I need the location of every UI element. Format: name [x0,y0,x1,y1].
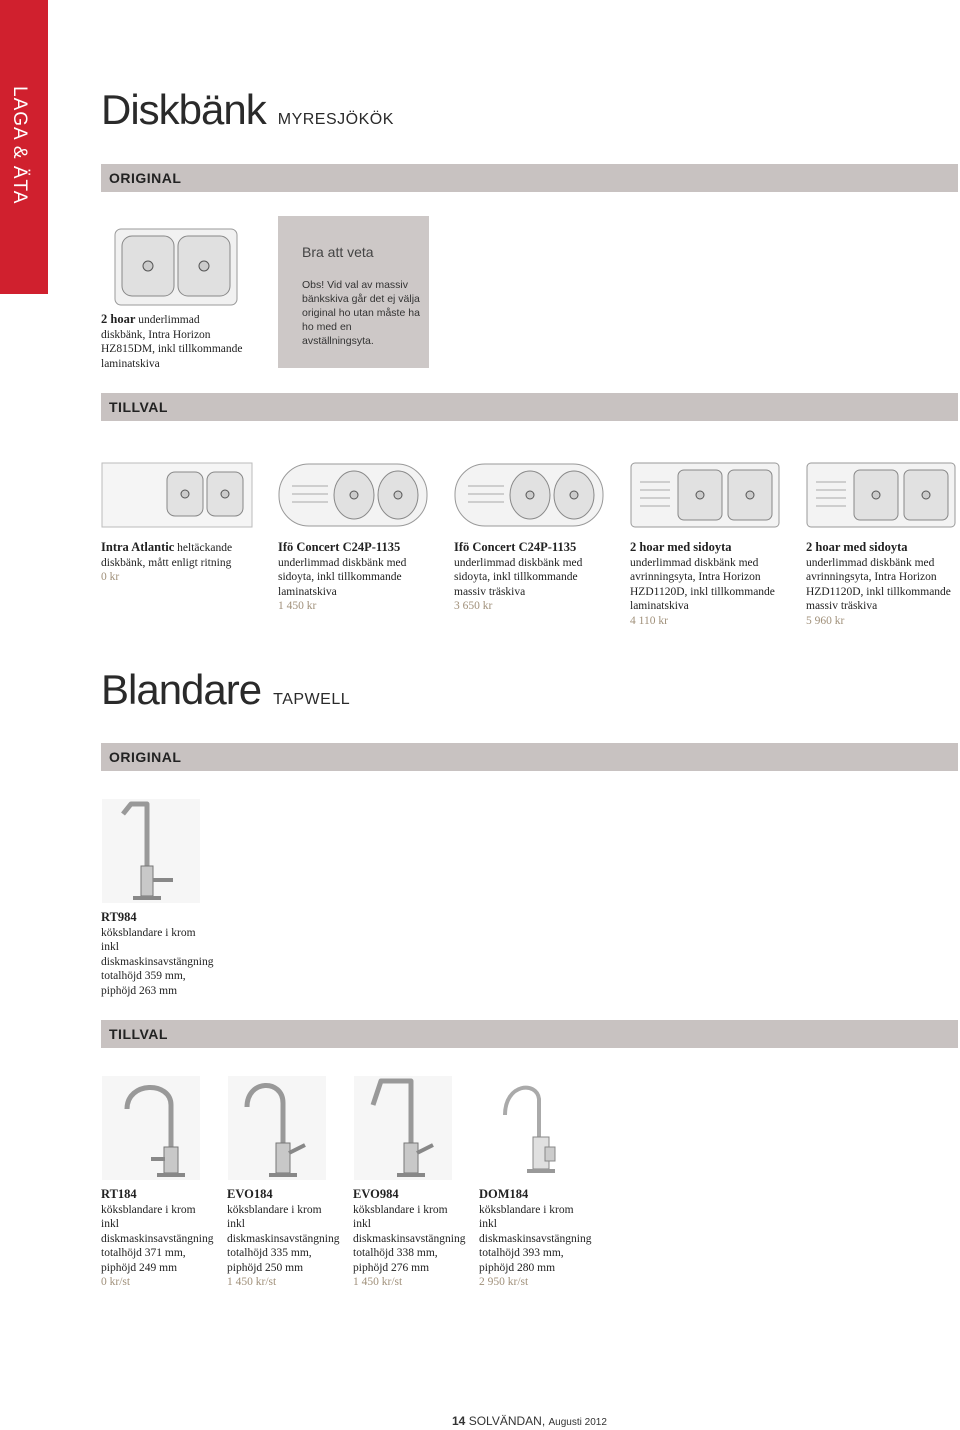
faucet-option-line: köksblandare i krom [101,1203,196,1216]
sink-option-line: avrinningsyta, Intra Horizon [806,571,937,583]
faucet-option-2 [227,1187,349,1290]
faucet-option-name: EVO184 [227,1187,273,1201]
sink-option-price: 1 450 kr [278,600,317,612]
sink-option-line: sidoyta, inkl tillkommande [278,571,402,583]
original-sink-desc-line: laminatskiva [101,357,160,370]
faucet-option-name: DOM184 [479,1187,529,1201]
diskbank-title [101,86,394,134]
faucet-option-line: diskmaskinsavstängning [479,1232,592,1245]
diskbank-tillval-label: TILLVAL [109,399,168,415]
sink-option-line: HZD1120D, inkl tillkommande [806,585,951,598]
sink-option-line: underlimmad diskbänk med [454,556,583,569]
original-sink-name: 2 hoar [101,312,136,326]
faucet-option-line: totalhöjd 371 mm, [101,1247,186,1259]
sink-option-line: laminatskiva [630,600,689,612]
faucet-option-line: inkl [479,1218,497,1230]
faucet-option-name: EVO984 [353,1187,399,1201]
faucet-option-line: köksblandare i krom [227,1203,322,1216]
page-footer [452,1414,607,1428]
page-number: 14 [452,1414,466,1428]
faucet-option-line: köksblandare i krom [353,1203,448,1216]
side-tab [0,0,48,294]
sink-option-price: 4 110 kr [630,614,668,627]
faucet-image-option-1 [101,1075,201,1181]
sink-option-price: 5 960 kr [806,614,845,627]
sink-option-line: laminatskiva [278,585,337,598]
info-text: Obs! Vid val av massiv bänkskiva går det ej välja original ho utan måste ha ho med en avställningsyta. [302,279,420,347]
faucet-option-line: inkl [101,1218,119,1230]
sink-option-5 [806,540,958,628]
faucet-image-option-4 [479,1075,579,1181]
sink-option-3 [454,540,626,614]
faucet-option-line: totalhöjd 338 mm, [353,1247,438,1259]
faucet-option-line: totalhöjd 335 mm, [227,1247,312,1259]
sink-option-line: avrinningsyta, Intra Horizon [630,571,761,583]
original-sink-desc-line: underlimmad [138,314,200,326]
sink-option-name: Intra Atlantic [101,540,175,554]
sink-option-line: sidoyta, inkl tillkommande [454,571,578,583]
sink-image-option-5 [806,462,956,528]
faucet-original-line: köksblandare i krom [101,926,196,939]
original-sink-desc [101,312,271,371]
blandare-tillval-bar [101,1020,958,1048]
sink-option-name: 2 hoar med sidoyta [630,540,732,554]
blandare-tillval-label: TILLVAL [109,1026,168,1042]
faucet-original-line: totalhöjd 359 mm, [101,970,186,982]
blandare-brand: TAPWELL [273,691,351,708]
faucet-option-price: 0 kr/st [101,1276,131,1288]
faucet-original-line: inkl [101,941,119,953]
diskbank-tillval-bar [101,393,958,421]
issue-date: Augusti 2012 [548,1417,607,1428]
info-heading: Bra att veta [302,244,374,260]
faucet-option-line: diskmaskinsavstängning [101,1232,214,1245]
original-sink-desc-line: diskbänk, Intra Horizon [101,328,211,341]
sink-option-1 [101,540,271,585]
side-tab-label: LAGA & ÄTA [9,86,30,205]
faucet-option-line: totalhöjd 393 mm, [479,1247,564,1259]
sink-image-option-3 [454,462,604,528]
sink-option-name: 2 hoar med sidoyta [806,540,908,554]
faucet-option-line: inkl [227,1218,245,1230]
sink-option-price: 3 650 kr [454,600,493,612]
magazine-name: SOLVÄNDAN, [468,1414,546,1428]
sink-option-line: underlimmad diskbänk med [278,556,407,569]
faucet-option-line: piphöjd 276 mm [353,1261,430,1274]
sink-option-line: underlimmad diskbänk med [630,556,759,569]
faucet-option-price: 1 450 kr/st [353,1276,403,1288]
sink-option-line: diskbänk, mått enligt ritning [101,556,232,569]
faucet-option-price: 1 450 kr/st [227,1276,277,1288]
faucet-option-line: piphöjd 280 mm [479,1261,556,1274]
faucet-image-original [101,798,201,904]
diskbank-original-label: ORIGINAL [109,170,182,186]
faucet-option-4 [479,1187,601,1290]
faucet-option-line: köksblandare i krom [479,1203,574,1216]
faucet-option-line: piphöjd 249 mm [101,1261,178,1274]
faucet-original-desc [101,910,231,998]
info-box [278,216,429,368]
sink-option-name: Ifö Concert C24P-1135 [454,540,577,554]
sink-option-line: underlimmad diskbänk med [806,556,935,569]
sink-option-line: HZD1120D, inkl tillkommande [630,585,775,598]
blandare-title-text: Blandare [101,666,262,713]
diskbank-original-bar [101,164,958,192]
sink-option-line: heltäckande [177,542,233,554]
faucet-original-line: diskmaskinsavstängning [101,955,214,968]
original-sink-desc-line: HZ815DM, inkl tillkommande [101,343,243,355]
faucet-option-price: 2 950 kr/st [479,1276,529,1288]
blandare-title [101,666,350,714]
sink-option-line: massiv träskiva [454,585,526,598]
faucet-option-line: diskmaskinsavstängning [353,1232,466,1245]
sink-image-option-2 [278,462,428,528]
diskbank-brand: MYRESJÖKÖK [277,111,394,128]
faucet-option-line: piphöjd 250 mm [227,1261,304,1274]
sink-image-option-4 [630,462,780,528]
faucet-original-name: RT984 [101,910,137,924]
faucet-option-line: diskmaskinsavstängning [227,1232,340,1245]
faucet-option-3 [353,1187,475,1290]
sink-option-line: massiv träskiva [806,600,878,612]
sink-option-4 [630,540,802,628]
faucet-option-line: inkl [353,1218,371,1230]
sink-option-price: 0 kr [101,571,120,583]
sink-image-original [114,228,238,306]
faucet-option-name: RT184 [101,1187,137,1201]
faucet-option-1 [101,1187,223,1290]
blandare-original-bar [101,743,958,771]
faucet-image-option-2 [227,1075,327,1181]
faucet-original-line: piphöjd 263 mm [101,984,178,997]
blandare-original-label: ORIGINAL [109,749,182,765]
sink-option-name: Ifö Concert C24P-1135 [278,540,401,554]
sink-option-2 [278,540,450,614]
sink-image-option-1 [101,462,253,528]
faucet-image-option-3 [353,1075,453,1181]
diskbank-title-text: Diskbänk [101,86,266,133]
